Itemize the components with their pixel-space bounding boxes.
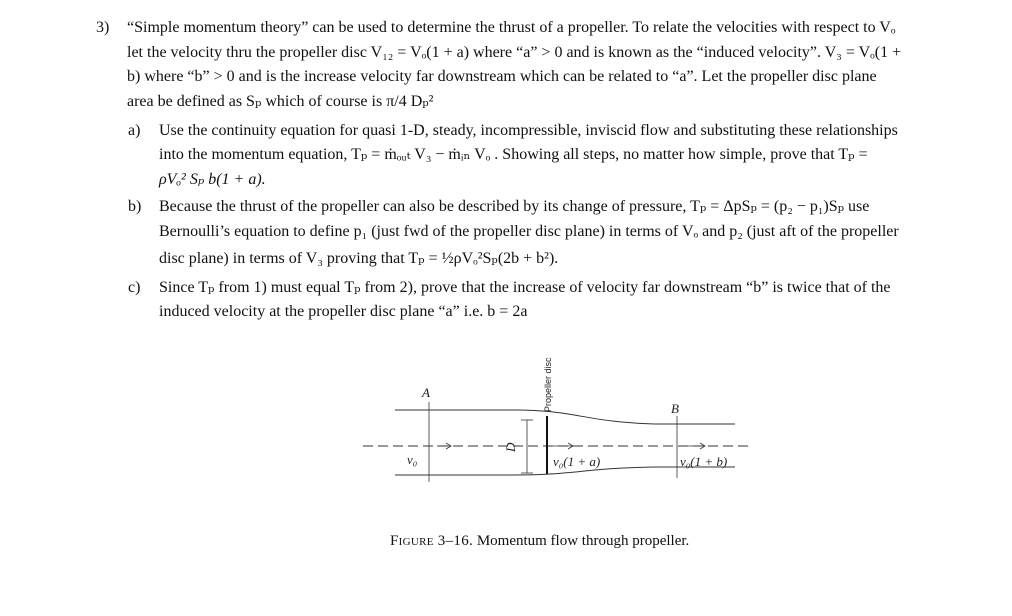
part-c-line-1: Since Tₚ from 1) must equal Tₚ from 2), prove that the increase of velocity far downstream “b” is twice that of the	[159, 279, 891, 296]
intro-line-2: let the velocity thru the propeller disc V₁₂ = Vₒ(1 + a) where “a” > 0 and is known as the “induced velocity”. V₃ = Vₒ(1 +	[127, 44, 902, 61]
part-a-line-1: Use the continuity equation for quasi 1-D, steady, incompressible, inviscid flow and substituting these relationships	[159, 122, 898, 139]
problem-number: 3)	[96, 19, 110, 36]
part-b-line-2: Bernoulli’s equation to define p₁ (just fwd of the propeller disc plane) in terms of Vₒ and p₂ (just aft of the propeller	[159, 223, 899, 240]
part-c-line-2: induced velocity at the propeller disc plane “a” i.e. b = 2a	[159, 303, 528, 320]
part-a-line-2: into the momentum equation, Tₚ = ṁₒᵤₜ V₃ − ṁᵢₙ Vₒ . Showing all steps, no matter how simple, prove that Tₚ =	[159, 146, 868, 163]
exit-velocity-label: v₀(1 + b)	[680, 454, 728, 469]
upper-streamline	[395, 410, 735, 424]
part-c-label: c)	[128, 279, 141, 296]
part-b-label: b)	[128, 198, 142, 215]
propeller-disc-label: Propeller disc	[543, 357, 553, 412]
caption-prefix: Figure 3–16.	[390, 533, 474, 549]
disc-arrow	[553, 443, 573, 449]
diameter-label: D	[503, 442, 518, 452]
intro-line-1: “Simple momentum theory” can be used to determine the thrust of a propeller. To relate the velocities with respect to Vₒ	[127, 19, 896, 36]
caption-text: Momentum flow through propeller.	[476, 533, 690, 549]
disc-velocity-label: v₀(1 + a)	[553, 454, 601, 469]
intro-line-4: area be defined as Sₚ which of course is π/4 Dₚ²	[127, 93, 434, 110]
inlet-velocity-label: v₀	[407, 452, 418, 467]
part-a-line-3: ρVₒ² Sₚ b(1 + a).	[159, 171, 266, 188]
station-a-label: A	[422, 385, 430, 400]
momentum-flow-figure	[355, 340, 755, 500]
exit-arrow	[685, 443, 705, 449]
station-b-label: B	[671, 401, 679, 416]
intro-line-3: b) where “b” > 0 and is the increase velocity far downstream which can be related to “a”. Let the propeller disc plane	[127, 68, 877, 85]
part-b-line-3: disc plane) in terms of V₃ proving that Tₚ = ½ρVₒ²Sₚ(2b + b²).	[159, 250, 559, 267]
part-a-label: a)	[128, 122, 141, 139]
part-b-line-1: Because the thrust of the propeller can also be described by its change of pressure, Tₚ = ΔpSₚ = (p₂ − p₁)Sₚ use	[159, 198, 870, 215]
inlet-arrow	[437, 443, 451, 449]
figure-caption	[390, 532, 689, 550]
